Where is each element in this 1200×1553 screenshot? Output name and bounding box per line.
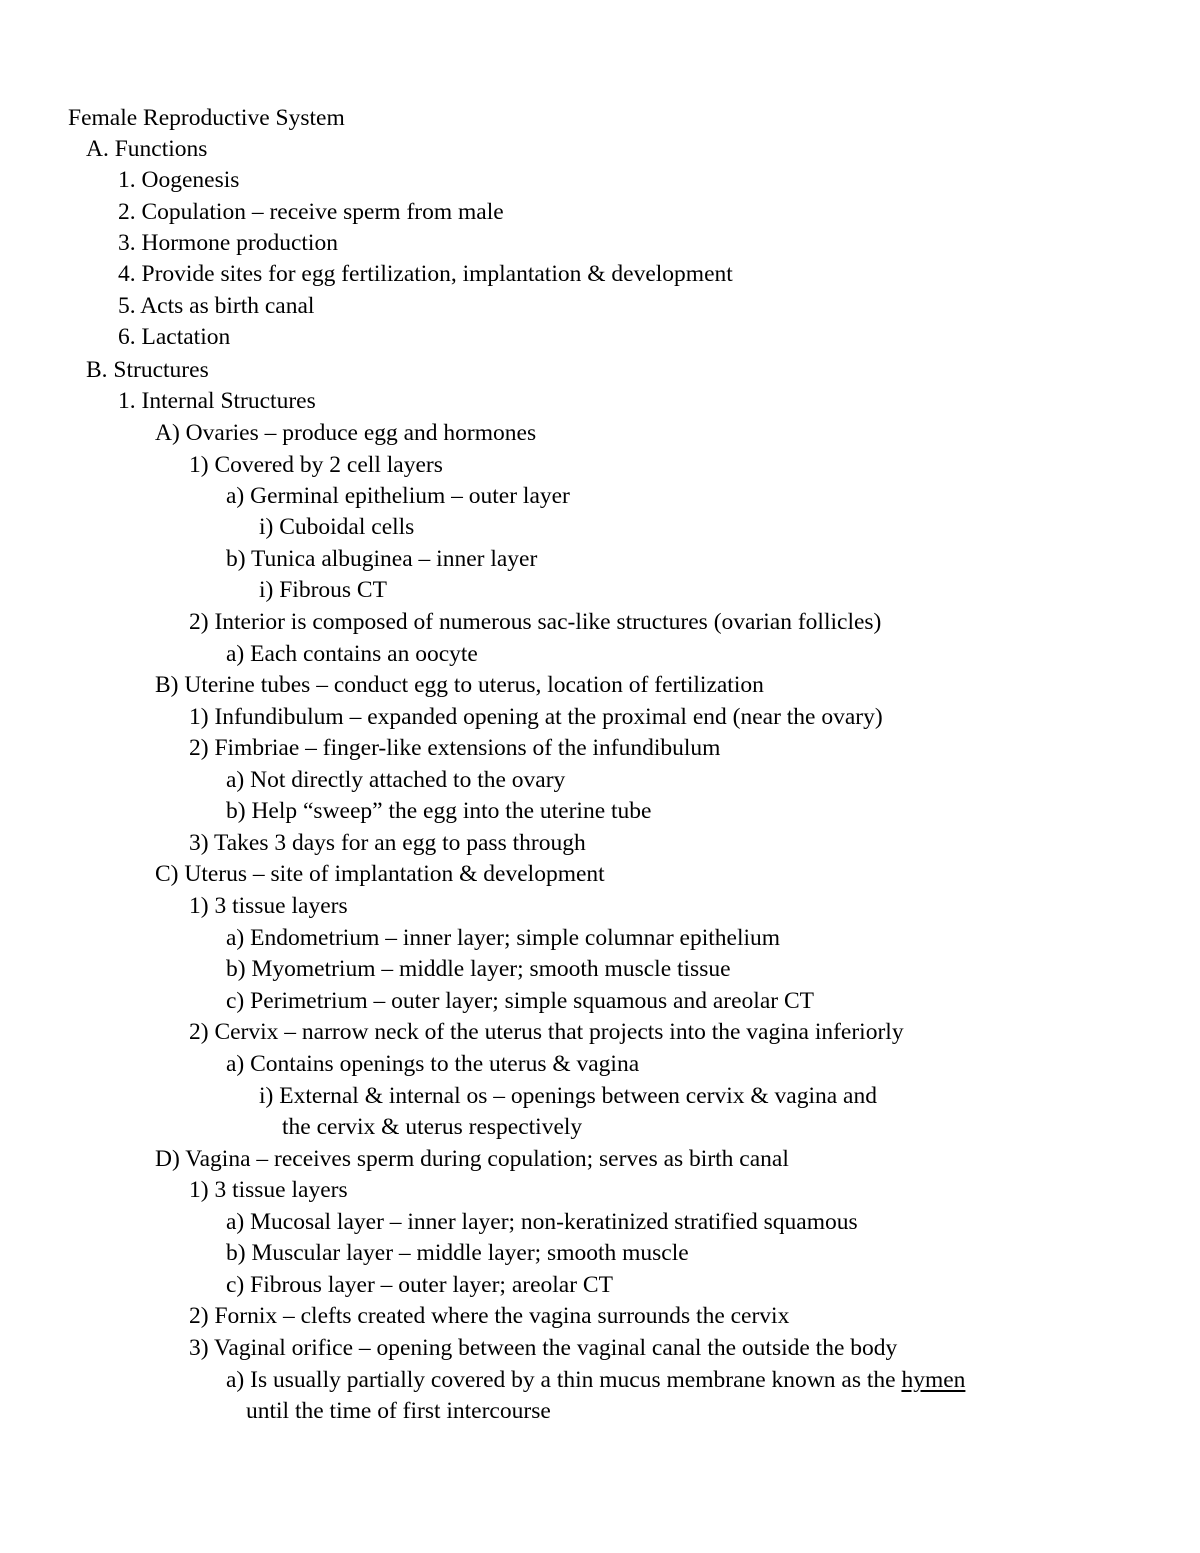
outline-item: a) Each contains an oocyte xyxy=(226,641,478,667)
underlined-term-hymen: hymen xyxy=(901,1367,966,1393)
outline-item-text: a) Is usually partially covered by a thin mucus membrane known as the xyxy=(226,1367,902,1393)
outline-item xyxy=(226,1366,965,1394)
outline-item: 2) Cervix – narrow neck of the uterus that projects into the vagina inferiorly xyxy=(189,1019,904,1045)
section-heading-structures: B. Structures xyxy=(86,357,209,383)
outline-item: 1) 3 tissue layers xyxy=(189,1177,348,1203)
outline-item: 3) Vaginal orifice – opening between the vaginal canal the outside the body xyxy=(189,1335,898,1361)
function-item: 3. Hormone production xyxy=(118,230,338,256)
function-item: 6. Lactation xyxy=(118,324,231,350)
outline-item: a) Endometrium – inner layer; simple columnar epithelium xyxy=(226,925,781,951)
outline-item: i) Fibrous CT xyxy=(259,577,387,603)
outline-item: 1) 3 tissue layers xyxy=(189,893,348,919)
function-item: 4. Provide sites for egg fertilization, implantation & development xyxy=(118,261,733,287)
outline-item: 1) Infundibulum – expanded opening at the proximal end (near the ovary) xyxy=(189,704,883,730)
vagina-heading: D) Vagina – receives sperm during copulation; serves as birth canal xyxy=(155,1146,789,1172)
uterine-tubes-heading: B) Uterine tubes – conduct egg to uterus, location of fertilization xyxy=(155,672,764,698)
outline-item: i) External & internal os – openings between cervix & vagina and xyxy=(259,1083,877,1109)
outline-item: c) Fibrous layer – outer layer; areolar CT xyxy=(226,1272,613,1298)
outline-item: 2) Fimbriae – finger-like extensions of the infundibulum xyxy=(189,735,721,761)
document-title: Female Reproductive System xyxy=(68,105,345,131)
function-item: 2. Copulation – receive sperm from male xyxy=(118,199,504,225)
outline-item: b) Myometrium – middle layer; smooth muscle tissue xyxy=(226,956,731,982)
outline-item: b) Muscular layer – middle layer; smooth muscle xyxy=(226,1240,689,1266)
outline-item: c) Perimetrium – outer layer; simple squamous and areolar CT xyxy=(226,988,814,1014)
outline-item: a) Not directly attached to the ovary xyxy=(226,767,566,793)
outline-item: i) Cuboidal cells xyxy=(259,514,415,540)
outline-item: 2) Interior is composed of numerous sac-like structures (ovarian follicles) xyxy=(189,609,882,635)
ovaries-heading: A) Ovaries – produce egg and hormones xyxy=(155,420,537,446)
outline-item: a) Mucosal layer – inner layer; non-keratinized stratified squamous xyxy=(226,1209,858,1235)
outline-item: b) Help “sweep” the egg into the uterine tube xyxy=(226,798,652,824)
outline-item: 3) Takes 3 days for an egg to pass through xyxy=(189,830,586,856)
subsection-heading-internal: 1. Internal Structures xyxy=(118,388,316,414)
outline-item: a) Germinal epithelium – outer layer xyxy=(226,483,570,509)
function-item: 1. Oogenesis xyxy=(118,167,240,193)
outline-item-continuation: the cervix & uterus respectively xyxy=(282,1114,583,1140)
outline-item: a) Contains openings to the uterus & vagina xyxy=(226,1051,640,1077)
function-item: 5. Acts as birth canal xyxy=(118,293,315,319)
uterus-heading: C) Uterus – site of implantation & development xyxy=(155,861,605,887)
outline-item: 1) Covered by 2 cell layers xyxy=(189,452,443,478)
section-heading-functions: A. Functions xyxy=(86,136,208,162)
outline-item: 2) Fornix – clefts created where the vagina surrounds the cervix xyxy=(189,1303,790,1329)
outline-item: b) Tunica albuginea – inner layer xyxy=(226,546,538,572)
outline-item-continuation: until the time of first intercourse xyxy=(246,1398,551,1424)
